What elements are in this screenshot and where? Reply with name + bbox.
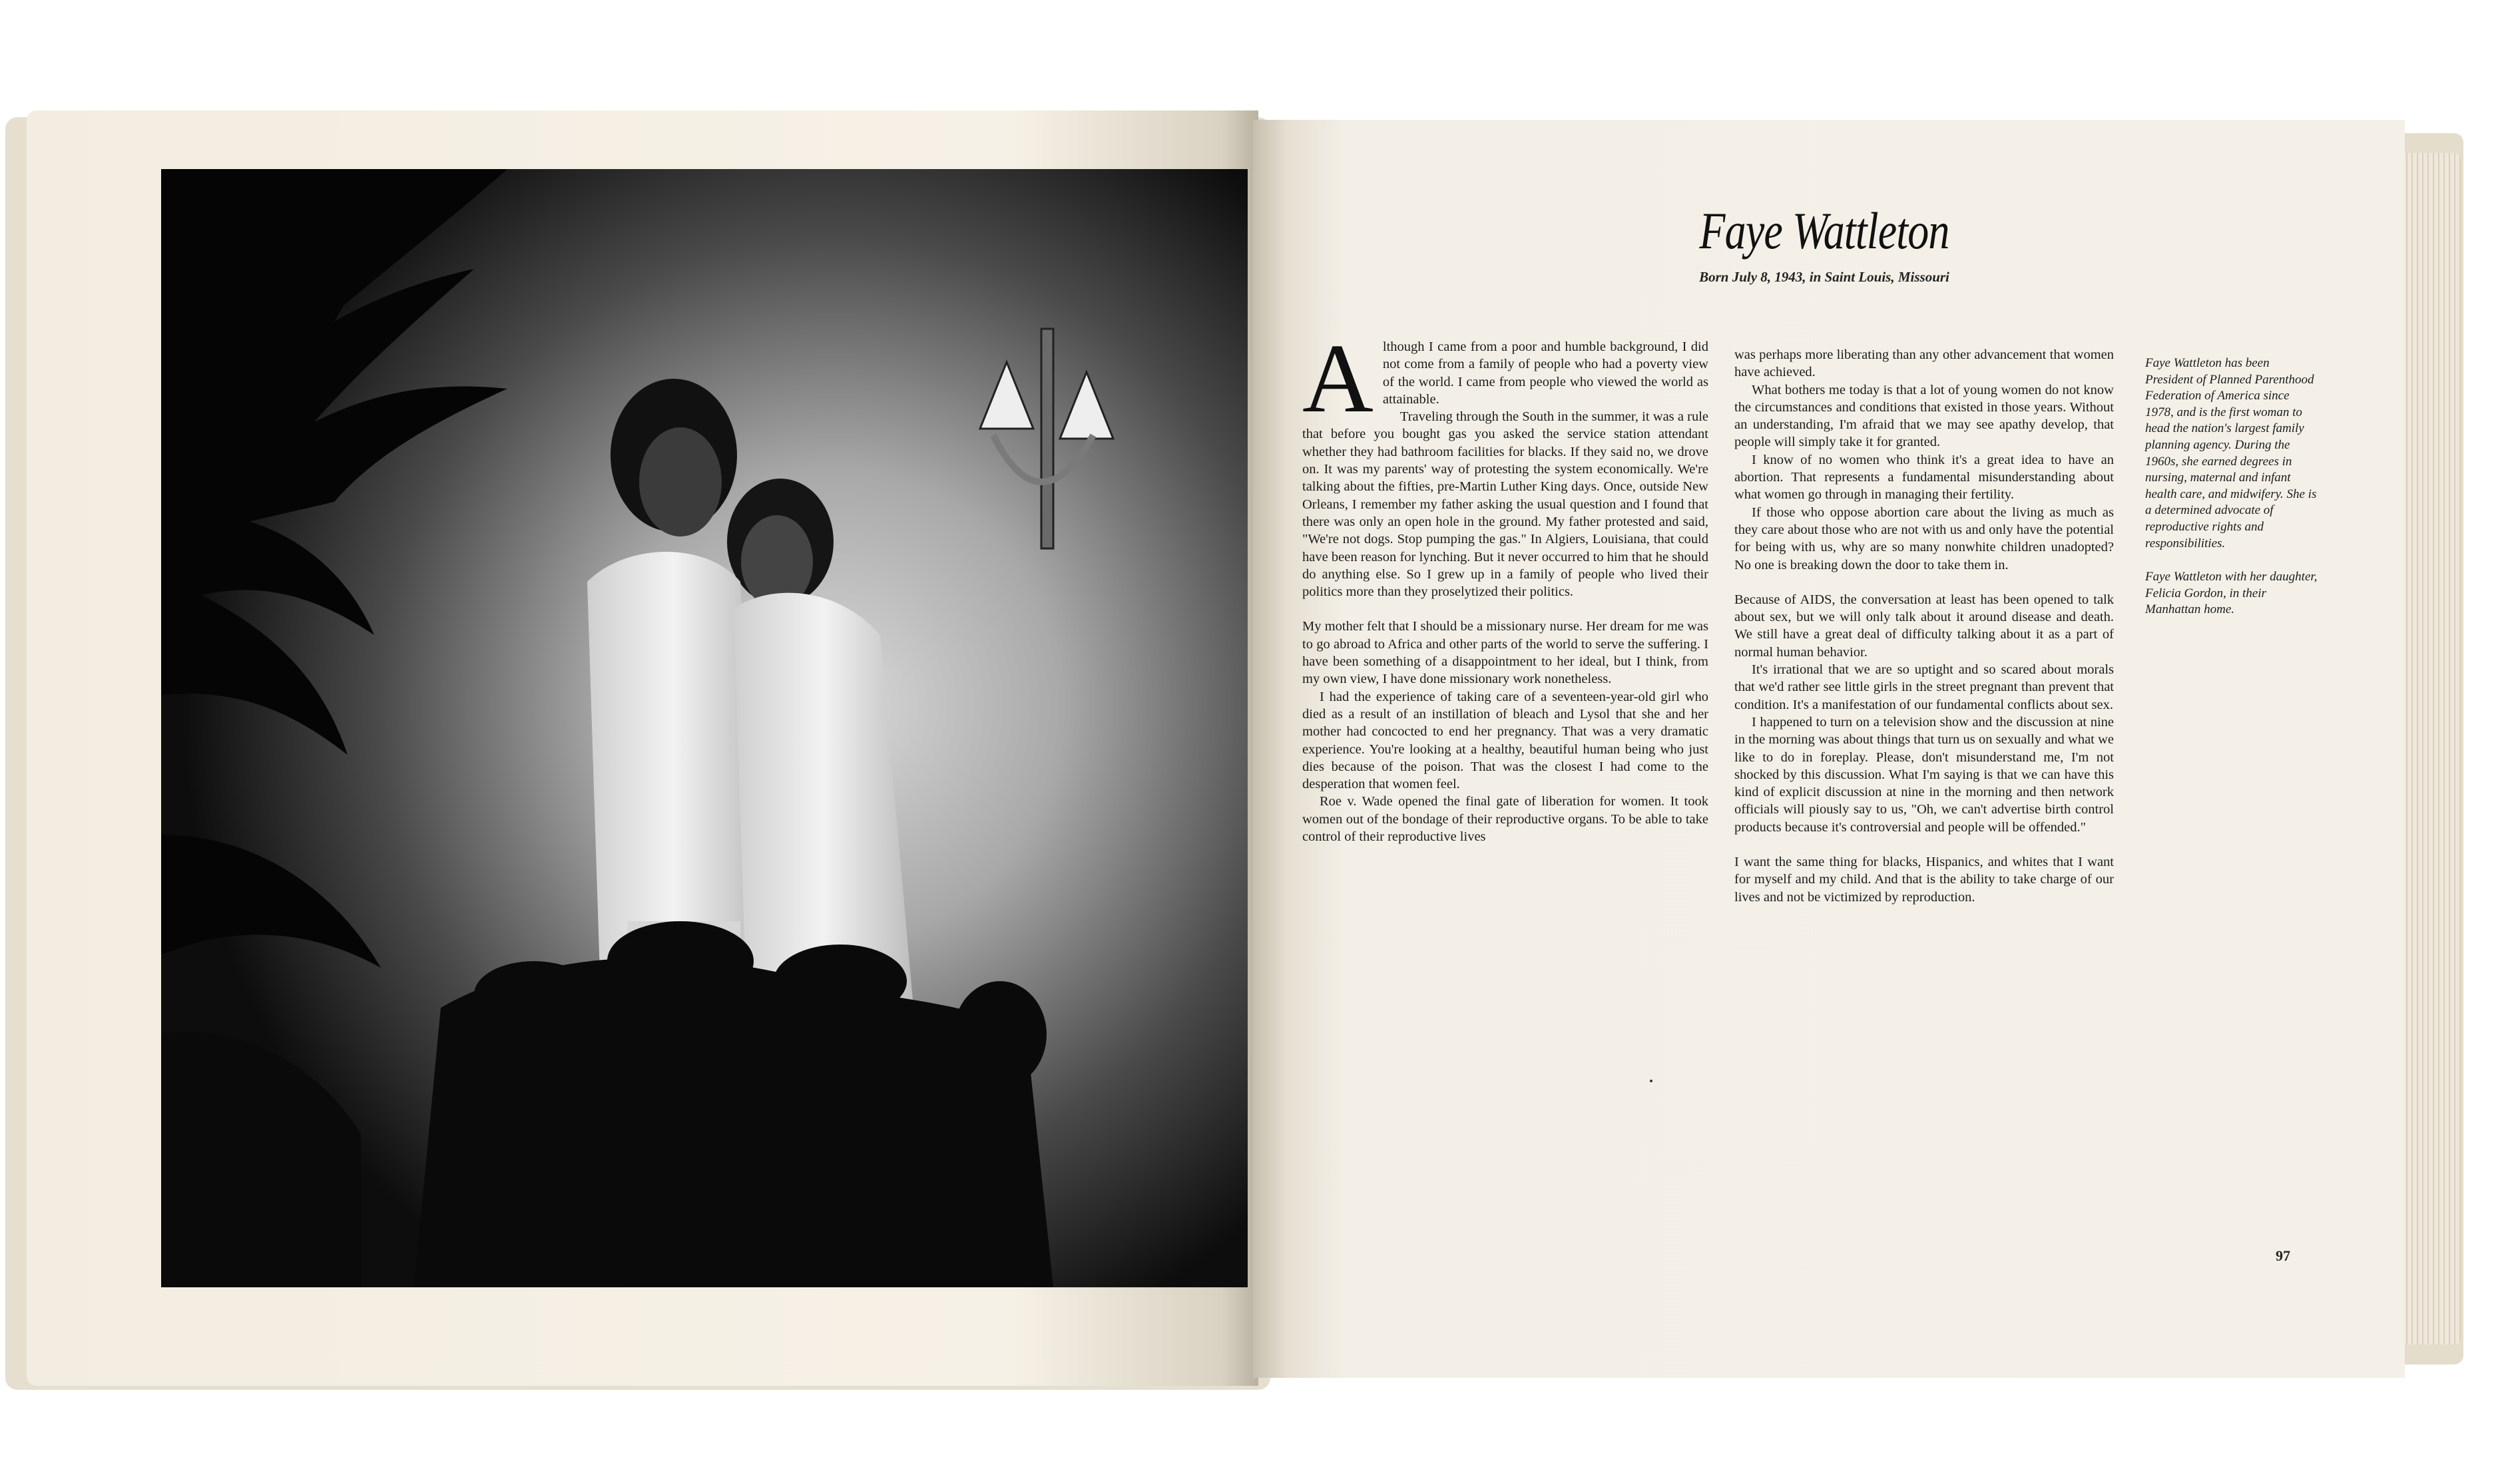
text-column-2 (1734, 346, 2114, 906)
drop-cap: A (1302, 324, 1374, 433)
paragraph: What bothers me today is that a lot of young women do not know the circumstances and conditions that existed in those years. Without an understanding, I'm afraid that we may see apathy develop, that people will simply take it for granted. (1734, 382, 2114, 450)
text-column-1 (1302, 324, 1708, 845)
article-title: Faye Wattleton (1699, 202, 1949, 260)
paragraph: My mother felt that I should be a missionary nurse. Her dream for me was to go abroad to Africa and other parts of the world to serve the suffering. I have been something of a disappointment to her ideal, but I think, from my own view, I have done missionary work nonetheless. (1302, 619, 1708, 687)
article-subtitle: Born July 8, 1943, in Saint Louis, Missouri (1699, 269, 1949, 285)
paragraph: It's irrational that we are so uptight and so scared about morals that we'd rather see little girls in the street pregnant than prevent that condition. It's a manifestation of our fundamental conflicts about sex. (1734, 662, 2114, 712)
paragraph: I want the same thing for blacks, Hispanics, and whites that I want for myself and my child. And that is the ability to take charge of our lives and not be victimized by reproduction. (1734, 855, 2114, 905)
portrait-photograph (161, 169, 1248, 1287)
paragraph: I know of no women who think it's a great idea to have an abortion. That represents a fundamental misunderstanding about what women go through in managing their fertility. (1734, 452, 2114, 503)
paragraph: was perhaps more liberating than any other advancement that women have achieved. (1734, 347, 2114, 380)
paragraph: I had the experience of taking care of a seventeen-year-old girl who died as a result of an instillation of bleach and Lysol that she and her mother had concocted to end her pregnancy. That was a very dramatic experience. You're looking at a healthy, beautiful human being who just dies because of the poison. That was the closest I had come to the desperation that women feel. (1302, 689, 1708, 792)
page-edges (2397, 153, 2461, 1345)
print-dot (1650, 1080, 1652, 1082)
photo-illustration (161, 169, 1248, 1287)
paragraph: Roe v. Wade opened the final gate of liberation for women. It took women out of the bondage of their reproductive organs. To be able to take control of their reproductive lives (1302, 794, 1708, 845)
paragraph: I happened to turn on a television show and the discussion at nine in the morning was about things that turn us on sexually and what we like to do in foreplay. Please, don't misunderstand me, I'm not shocked by this discussion. What I'm saying is that we can have this kind of explicit discussion at nine in the morning and then network officials will piously say to us, "Oh, we can't advertise birth control products because it's controversial and people will be offended." (1734, 714, 2114, 835)
paragraph-text: lthough I came from a poor and humble background, I did not come from a family of people who had a poverty view of the world. I came from people who viewed the world as attainable. (1382, 339, 1708, 407)
paragraph: If those who oppose abortion care about the living as much as they care about those who are not with us and only have the potential for being with us, why are so many nonwhite children unadopted? No one is breaking down the door to take them in. (1734, 505, 2114, 572)
page-number: 97 (2276, 1247, 2290, 1264)
paragraph: Because of AIDS, the conversation at least has been opened to talk about sex, but we will only talk about it around disease and death. We still have a great deal of difficulty talking about it as a part of normal human behavior. (1734, 592, 2114, 660)
bio-caption: Faye Wattleton has been President of Planned Parenthood Federation of America since 1978, and is the first woman to head the nation's largest family planning agency. During the 1960s, she earned degrees in nursing, maternal and infant health care, and midwifery. She is a determined advocate of reproductive rights and responsibilities. (2145, 356, 2317, 550)
sidebar-caption (2145, 355, 2318, 618)
photo-caption: Faye Wattleton with her daughter, Felicia Gordon, in their Manhattan home. (2145, 570, 2318, 617)
paragraph (1302, 324, 1708, 433)
paragraph: Traveling through the South in the summer, it was a rule that before you bought gas you asked the service station attendant whether they had bathroom facilities for blacks. If they said no, we drove on. It was my parents' way of protesting the system economically. We're talking about the fifties, pre-Martin Luther King days. Once, outside New Orleans, I remember my father asking the usual question and I found that there was only an open hole in the ground. My father protested and said, "We're not dogs. Stop pumping the gas." In Algiers, Louisiana, that could have been reason for lynching. But it never occurred to him that he should do anything else. So I grew up in a family of people who lived their politics more than they proselytized their politics. (1302, 409, 1708, 600)
